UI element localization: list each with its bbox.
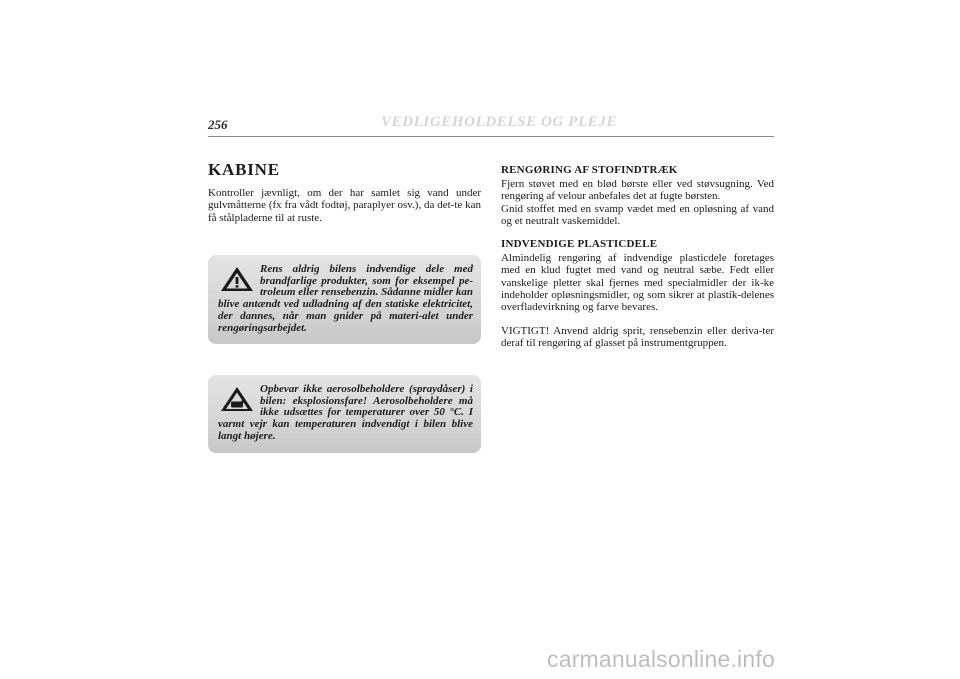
left-column [208, 160, 481, 224]
header-rule [208, 136, 774, 137]
warning-text-flammable: Rens aldrig bilens indvendige dele med brandfarlige produkter, som for eksempel pe-troleum eller rensebenzin. Sådanne midler kan blive antændt ved udladning af den statiske elektricitet, der dannes, når man gnider på materi-alet under rengøringsarbejdet. [218, 263, 473, 334]
right-column [501, 164, 774, 349]
watermark-text: carmanualsonline.info [547, 646, 775, 672]
paragraph-fabric-1: Fjern støvet med en blød børste eller ved støvsugning. Ved rengøring af velour anbefales det at fugte børsten. [501, 178, 774, 203]
page-number: 256 [208, 117, 228, 132]
warning-box-aerosol [208, 375, 481, 453]
sub-heading-interior-plastic: INDVENDIGE PLASTICDELE [501, 238, 658, 251]
spray-can-warning-icon [220, 386, 254, 412]
section-title-kabine: KABINE [208, 160, 280, 179]
running-header-title: VEDLIGEHOLDELSE OG PLEJE [381, 114, 618, 130]
paragraph-plastic-1: Almindelig rengøring af indvendige plasticdele foretages med en klud fugtet med vand og neutral sæbe. Fedt eller vanskelige pletter skal fjernes med specialmidler der ik-ke indeholder opløsningsmidler, og som sikrer at plastik-delenes overfladevirkning og farve bevares. [501, 252, 774, 314]
warning-text-aerosol: Opbevar ikke aerosolbeholdere (spraydåser) i bilen: eksplosionsfare! Aerosolbeholdere må ikke udsættes for temperaturer over 50 °C. I varmt vejr kan temperaturen indvendigt i bilen blive langt højere. [218, 383, 473, 442]
kabine-intro-text: Kontroller jævnligt, om der har samlet sig vand under gulvmåtterne (fx fra vådt fodtøj, paraplyer osv.), da det-te kan få stålpladerne til at ruste. [208, 187, 481, 224]
sub-heading-fabric-cleaning: RENGØRING AF STOFINDTRÆK [501, 164, 678, 176]
warning-box-flammable [208, 255, 481, 344]
paragraph-fabric-2: Gnid stoffet med en svamp vædet med en opløsning af vand og et neutralt vaskemiddel. [501, 202, 774, 227]
paragraph-plastic-important: VIGTIGT! Anvend aldrig sprit, rensebenzin eller deriva-ter deraf til rengøring af glasset på instrumentgruppen. [501, 324, 774, 349]
warning-triangle-icon [220, 266, 254, 292]
